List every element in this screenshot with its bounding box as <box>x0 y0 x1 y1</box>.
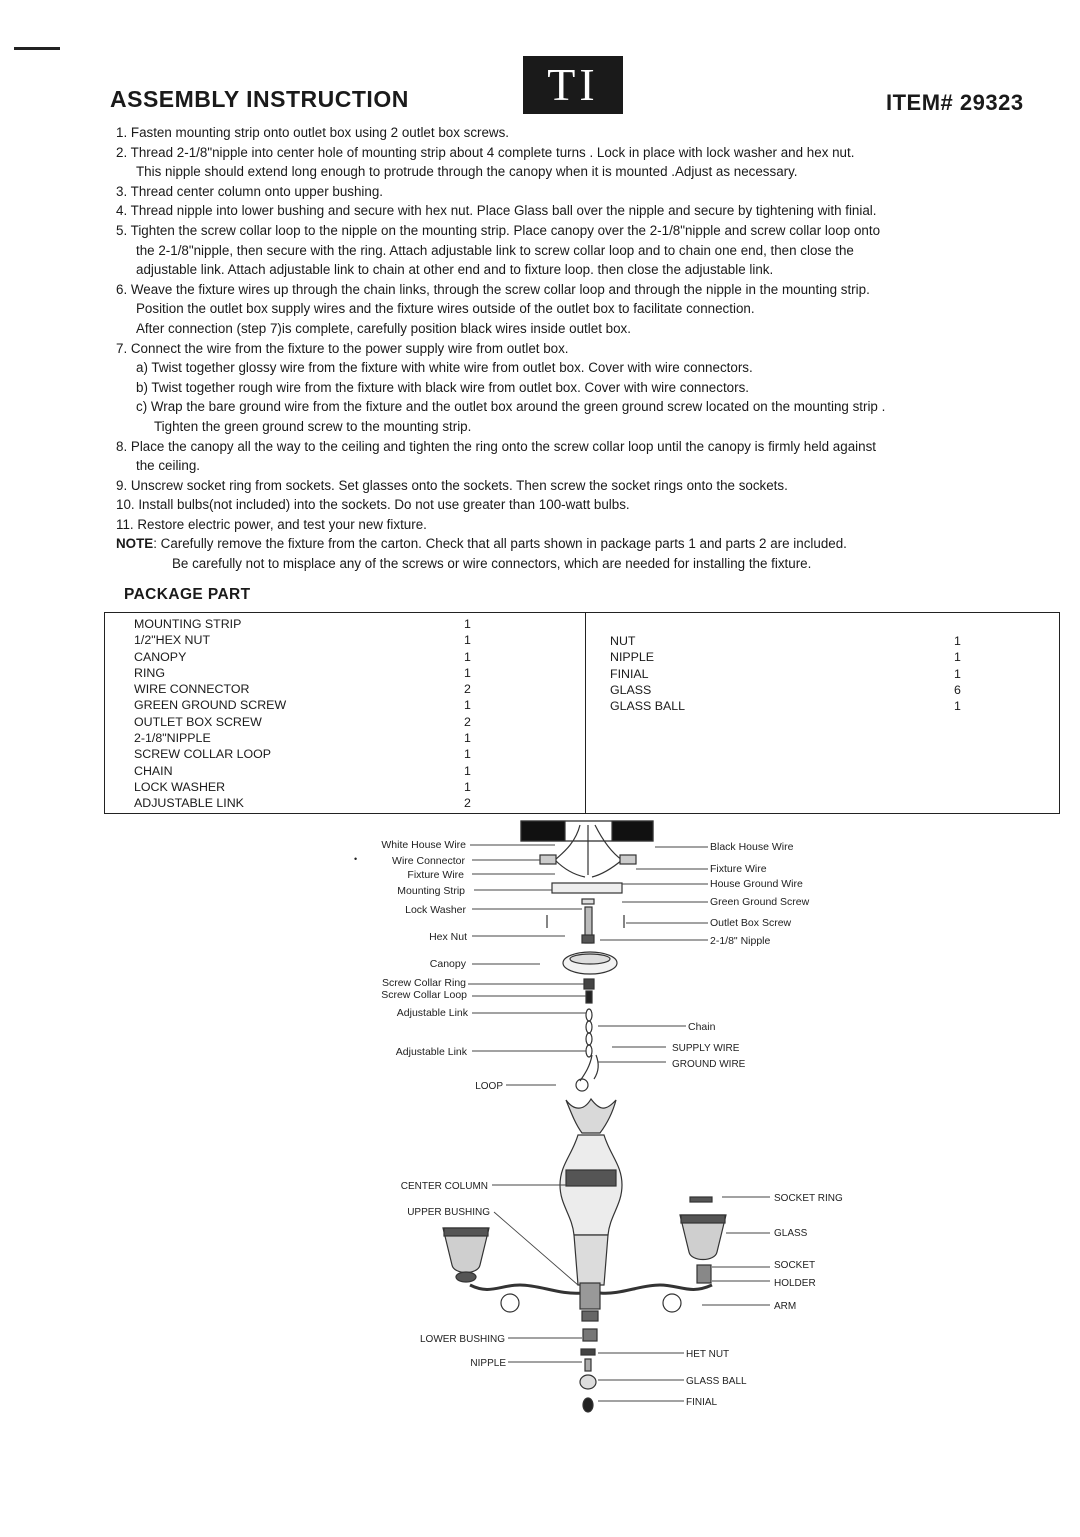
mounting-strip <box>552 883 622 893</box>
part-quantity: 6 <box>954 682 961 697</box>
label-arm: ARM <box>774 1301 797 1312</box>
screw-collar-ring <box>584 979 594 989</box>
het-nut <box>581 1349 595 1355</box>
instruction-line: 10. Install bulbs(not included) into the sockets. Do not use greater than 100-watt bulbs. <box>116 497 630 513</box>
part-name: CHAIN <box>134 763 173 778</box>
instruction-line: 6. Weave the fixture wires up through the chain links, through the screw collar loop and through the nipple in the mounting strip. <box>116 281 870 297</box>
package-part-row <box>610 649 974 665</box>
label-screw-collar-loop: Screw Collar Loop <box>381 989 467 1001</box>
part-quantity: 1 <box>464 665 471 680</box>
part-name: CANOPY <box>134 649 187 664</box>
part-name: SCREW COLLAR LOOP <box>134 747 272 762</box>
wire-connector-left <box>540 855 556 864</box>
note-label: NOTE <box>116 536 154 552</box>
label-holder: HOLDER <box>774 1278 816 1289</box>
instruction-line: Tighten the green ground screw to the mounting strip. <box>154 418 472 434</box>
instruction-line: 9. Unscrew socket ring from sockets. Set glasses onto the sockets. Then screw the socket rings onto the sockets. <box>116 477 788 493</box>
label-adjustable-link-2: Adjustable Link <box>395 1046 467 1058</box>
part-quantity: 1 <box>464 698 471 713</box>
instruction-line: adjustable link. Attach adjustable link to chain at other end and to fixture loop. then close the adjustable link. <box>136 262 774 278</box>
package-heading: PACKAGE PART <box>124 586 251 603</box>
label-hex-nut: Hex Nut <box>429 931 467 943</box>
package-part-row <box>134 746 484 762</box>
part-name: GREEN GROUND SCREW <box>134 698 287 713</box>
brand-logo: TI <box>523 56 623 114</box>
hex-nut <box>582 935 594 943</box>
instruction-line: the ceiling. <box>136 458 201 474</box>
nipple-lower <box>585 1359 591 1371</box>
instruction-line: 2. Thread 2-1/8"nipple into center hole of mounting strip about 4 complete turns . Lock in place with lock washer and hex nut. <box>116 144 855 160</box>
part-name: GLASS BALL <box>610 699 686 714</box>
part-quantity: 1 <box>464 763 471 778</box>
package-part-row <box>610 698 974 714</box>
part-name: 2-1/8"NIPPLE <box>134 731 211 746</box>
wire-connector-right <box>620 855 636 864</box>
label-fixture-wire-right: Fixture Wire <box>710 863 767 875</box>
part-quantity: 1 <box>954 666 961 681</box>
part-name: OUTLET BOX SCREW <box>134 714 262 729</box>
label-upper-bushing: UPPER BUSHING <box>407 1207 490 1218</box>
label-mounting-strip: Mounting Strip <box>397 885 465 897</box>
part-name: NUT <box>610 634 636 648</box>
part-name: FINIAL <box>610 666 649 681</box>
label-lower-bushing: LOWER BUSHING <box>419 1334 505 1345</box>
part-name: ADJUSTABLE LINK <box>134 796 244 811</box>
glass-ball <box>580 1375 596 1389</box>
part-quantity: 1 <box>464 617 471 631</box>
label-glass: GLASS <box>774 1228 808 1239</box>
package-part-row <box>134 795 484 811</box>
label-house-ground-wire: House Ground Wire <box>710 878 803 890</box>
label-center-column: CENTER COLUMN <box>400 1181 488 1192</box>
package-parts-table <box>104 612 1060 814</box>
label-glass-ball: GLASS BALL <box>686 1376 747 1387</box>
instruction-line: 7. Connect the wire from the fixture to the power supply wire from outlet box. <box>116 340 569 356</box>
package-parts-right <box>610 633 974 714</box>
package-part-row <box>134 714 484 730</box>
label-het-nut: HET NUT <box>686 1349 730 1360</box>
instruction-line: This nipple should extend long enough to protrude through the canopy when it is mounted .Adjust as necessary. <box>136 164 798 180</box>
lock-washer <box>582 899 594 904</box>
part-quantity: 1 <box>464 731 471 746</box>
part-quantity: 1 <box>464 779 471 794</box>
label-chain: Chain <box>688 1021 716 1033</box>
part-quantity: 2 <box>464 796 471 811</box>
right-arm <box>600 1285 712 1293</box>
instruction-list <box>116 123 1056 574</box>
instruction-line: 4. Thread nipple into lower bushing and secure with hex nut. Place Glass ball over the nipple and secure by tightening with finial. <box>116 203 877 219</box>
part-quantity: 2 <box>464 714 471 729</box>
package-parts-left <box>134 616 484 812</box>
label-outlet-box-screw: Outlet Box Screw <box>710 917 792 929</box>
label-screw-collar-ring: Screw Collar Ring <box>381 977 466 989</box>
screw-collar-loop <box>586 991 592 1003</box>
label-fixture-wire-left: Fixture Wire <box>407 869 464 881</box>
part-name: 1/2"HEX NUT <box>134 633 211 648</box>
label-adjustable-link-1: Adjustable Link <box>396 1007 468 1019</box>
outlet-box-black-right <box>612 821 653 841</box>
package-part-row <box>134 763 484 779</box>
label-nipple-2-1-8: 2-1/8" Nipple <box>710 935 771 947</box>
package-part-row <box>134 779 484 795</box>
label-socket: SOCKET <box>774 1260 816 1271</box>
package-part-row <box>134 730 484 746</box>
label-loop: LOOP <box>475 1081 503 1092</box>
package-part-row <box>610 682 974 698</box>
part-quantity: 1 <box>464 747 471 762</box>
part-name: RING <box>134 665 165 680</box>
instruction-line: 11. Restore electric power, and test your new fixture. <box>116 516 427 532</box>
package-part-row <box>134 649 484 665</box>
part-quantity: 1 <box>954 634 961 648</box>
left-arm <box>470 1285 582 1293</box>
label-green-ground-screw: Green Ground Screw <box>710 896 810 908</box>
instruction-line: a) Twist together glossy wire from the fixture with white wire from outlet box. Cover with wire connectors. <box>136 360 753 376</box>
lower-bushing <box>580 1283 600 1309</box>
note-line <box>116 534 1056 554</box>
part-name: MOUNTING STRIP <box>134 617 242 631</box>
socket-ring <box>690 1197 712 1202</box>
package-part-row <box>134 632 484 648</box>
table-divider <box>585 613 586 813</box>
instruction-line: 5. Tighten the screw collar loop to the nipple on the mounting strip. Place canopy over the 2-1/8"nipple and screw collar loop onto <box>116 222 881 238</box>
instruction-line: the 2-1/8"nipple, then secure with the ring. Attach adjustable link to screw collar loop and to chain one end, then close the <box>136 242 854 258</box>
label-lock-washer: Lock Washer <box>405 904 466 916</box>
label-nipple-lower: NIPPLE <box>470 1358 506 1369</box>
document-title: ASSEMBLY INSTRUCTION <box>110 86 409 112</box>
part-quantity: 2 <box>464 682 471 697</box>
instruction-line: 1. Fasten mounting strip onto outlet box using 2 outlet box screws. <box>116 125 510 140</box>
part-quantity: 1 <box>464 633 471 648</box>
finial <box>583 1398 593 1412</box>
package-part-row <box>134 616 484 632</box>
instruction-line: b) Twist together rough wire from the fixture with black wire from outlet box. Cover with wire connectors. <box>136 379 749 395</box>
part-quantity: 1 <box>464 649 471 664</box>
instruction-line: 3. Thread center column onto upper bushing. <box>116 183 383 199</box>
package-part-row <box>610 633 974 649</box>
part-name: GLASS <box>610 682 652 697</box>
part-name: LOCK WASHER <box>134 779 226 794</box>
instruction-line: Position the outlet box supply wires and the fixture wires outside of the outlet box to facilitate connection. <box>136 301 755 317</box>
package-part-row <box>610 666 974 682</box>
package-part-row <box>134 697 484 713</box>
exploded-diagram <box>0 815 1080 1415</box>
part-name: NIPPLE <box>610 650 655 665</box>
label-wire-connector: Wire Connector <box>392 855 465 867</box>
package-part-row <box>134 681 484 697</box>
package-part-row <box>134 665 484 681</box>
crown <box>566 1099 616 1133</box>
part-quantity: 1 <box>954 699 961 714</box>
label-white-house-wire: White House Wire <box>381 839 466 851</box>
label-socket-ring: SOCKET RING <box>774 1193 843 1204</box>
socket-holder <box>697 1265 711 1283</box>
note-line-2: Be carefully not to misplace any of the screws or wire connectors, which are needed for installing the fixture. <box>172 556 812 572</box>
label-finial: FINIAL <box>686 1397 718 1408</box>
part-name: WIRE CONNECTOR <box>134 682 250 697</box>
fixture-loop <box>576 1079 588 1091</box>
label-supply-wire: SUPPLY WIRE <box>672 1043 740 1054</box>
part-quantity: 1 <box>954 650 961 665</box>
outlet-box-black-left <box>521 821 565 841</box>
instruction-line: c) Wrap the bare ground wire from the fixture and the outlet box around the green ground screw located on the mounting strip . <box>136 399 886 415</box>
corner-mark <box>14 47 60 50</box>
bullet-mark: • <box>354 854 358 864</box>
label-ground-wire: GROUND WIRE <box>672 1059 746 1070</box>
chain <box>586 1009 592 1057</box>
item-number: ITEM# 29323 <box>886 90 1024 115</box>
instruction-line: After connection (step 7)is complete, carefully position black wires inside outlet box. <box>136 320 631 336</box>
label-canopy: Canopy <box>429 958 466 970</box>
instruction-line: 8. Place the canopy all the way to the ceiling and tighten the ring onto the screw collar loop until the canopy is firmly held against <box>116 438 876 454</box>
label-black-house-wire: Black House Wire <box>710 841 794 853</box>
note-text: : Carefully remove the fixture from the carton. Check that all parts shown in package parts 1 and parts 2 are included. <box>153 536 847 552</box>
